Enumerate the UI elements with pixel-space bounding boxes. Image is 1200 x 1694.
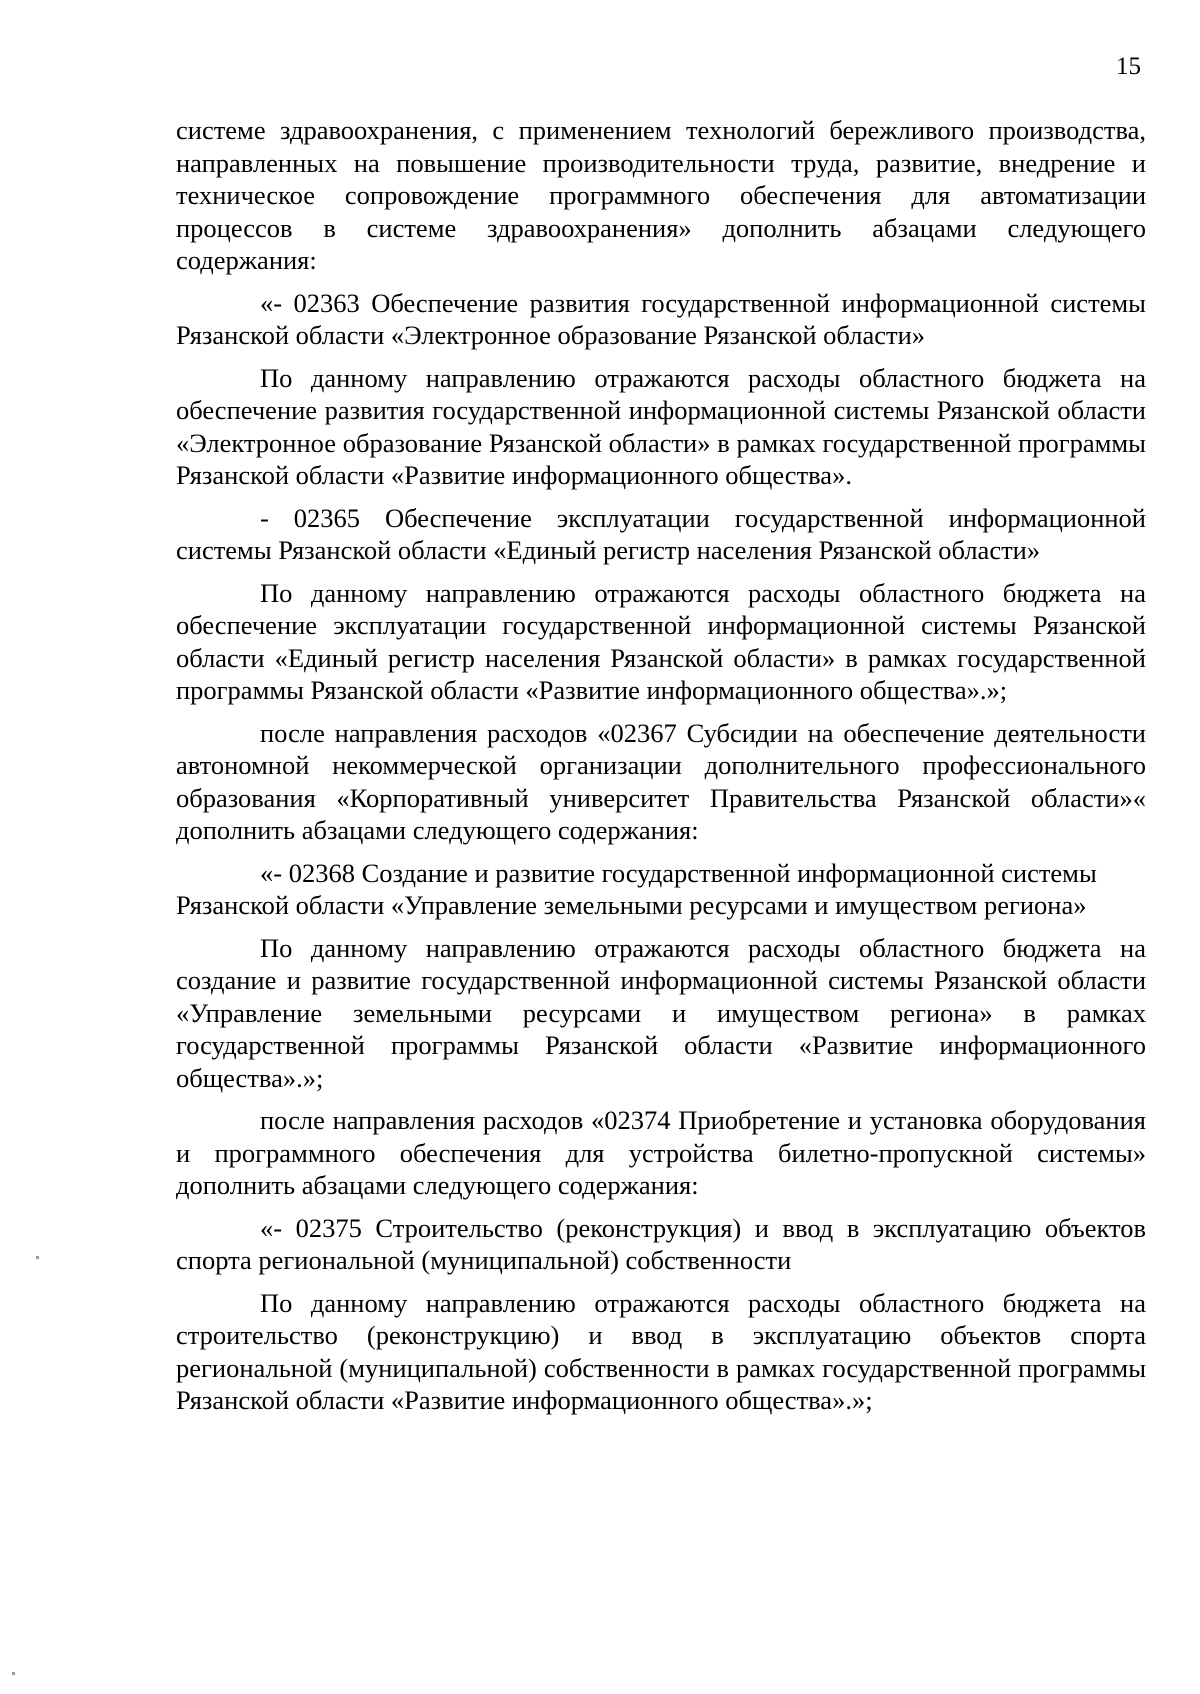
document-body xyxy=(176,114,1146,1427)
paragraph-description-02368: По данному направлению отражаются расходы областного бюджета на создание и развитие государственной информационной системы Рязанской области «Управление земельными ресурсами и имуществом региона» в рамках государственной программы Рязанской области «Развитие информационного общества».»; xyxy=(176,932,1146,1093)
paragraph-item-02368: «- 02368 Создание и развитие государственной информационной системы Рязанской области «Управление земельными ресурсами и имуществом региона» xyxy=(176,857,1097,920)
paragraph-after-02374: после направления расходов «02374 Приобретение и установка оборудования и программного обеспечения для устройства билетно-пропускной системы» дополнить абзацами следующего содержания: xyxy=(176,1105,1146,1200)
paragraph-after-02367: после направления расходов «02367 Субсидии на обеспечение деятельности автономной некоммерческой организации дополнительного профессионального образования «Корпоративный университет Правительства Рязанской области»« дополнить абзацами следующего содержания: xyxy=(176,717,1146,845)
page-number: 15 xyxy=(1116,53,1141,80)
paragraph-description-02363: По данному направлению отражаются расходы областного бюджета на обеспечение развития государственной информационной системы Рязанской области «Электронное образование Рязанской области» в рамках государственной программы Рязанской области «Развитие информационного общества». xyxy=(176,362,1146,490)
paragraph-item-02375: «- 02375 Строительство (реконструкция) и ввод в эксплуатацию объектов спорта региональной (муниципальной) собственности xyxy=(176,1212,1146,1275)
paragraph-item-02365: - 02365 Обеспечение эксплуатации государственной информационной системы Рязанской области «Единый регистр населения Рязанской области» xyxy=(176,502,1146,565)
paragraph-item-02363: «- 02363 Обеспечение развития государственной информационной системы Рязанской области «Электронное образование Рязанской области» xyxy=(176,287,1146,350)
paragraph-description-02375: По данному направлению отражаются расходы областного бюджета на строительство (реконструкцию) и ввод в эксплуатацию объектов спорта региональной (муниципальной) собственности в рамках государственной программы Рязанской области «Развитие информационного общества».»; xyxy=(176,1287,1146,1415)
scan-speck xyxy=(36,1256,39,1259)
paragraph-description-02365: По данному направлению отражаются расходы областного бюджета на обеспечение эксплуатации государственной информационной системы Рязанской области «Единый регистр населения Рязанской области» в рамках государственной программы Рязанской области «Развитие информационного общества».»; xyxy=(176,577,1146,705)
scan-speck xyxy=(12,1672,15,1675)
paragraph-continuation: системе здравоохранения, с применением технологий бережливого производства, направленных на повышение производительности труда, развитие, внедрение и техническое сопровождение программного обеспечения для автоматизации процессов в системе здравоохранения» дополнить абзацами следующего содержания: xyxy=(176,115,1146,275)
